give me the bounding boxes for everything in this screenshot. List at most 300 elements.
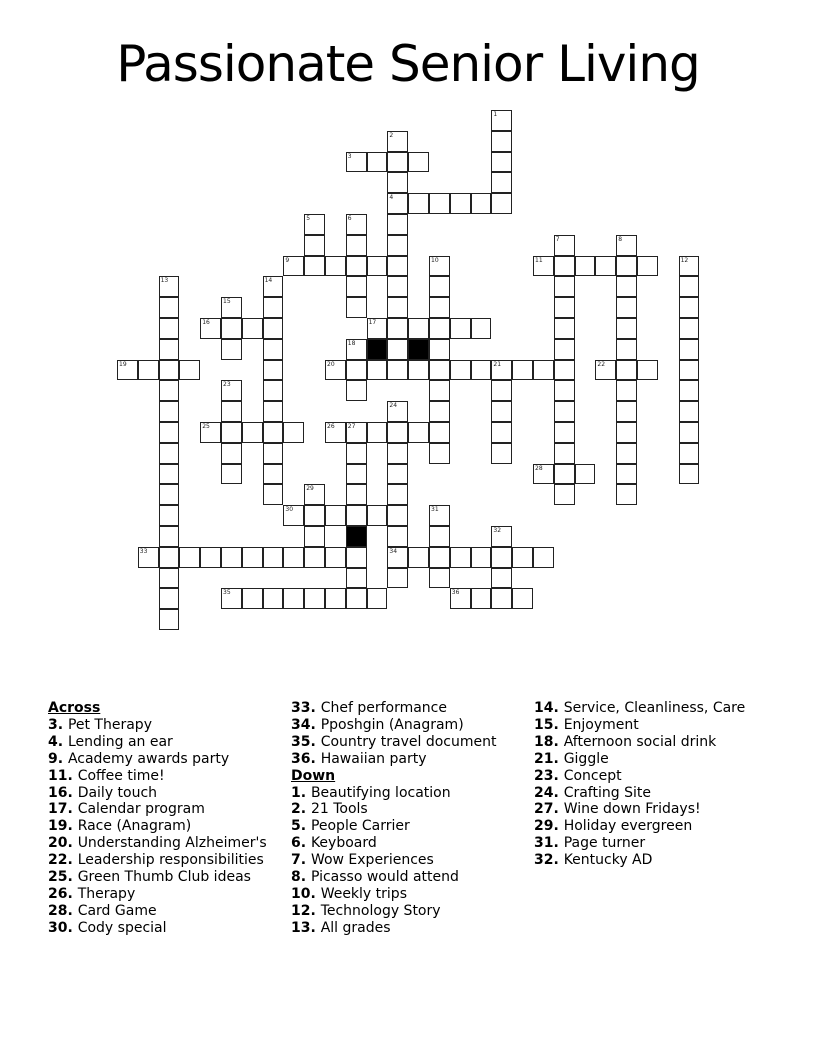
grid-cell[interactable] [429, 318, 450, 339]
clue-number: 17 [368, 319, 377, 326]
grid-cell[interactable] [304, 588, 325, 609]
clue-number-label: 17. [48, 801, 78, 818]
clue-number: 5 [306, 215, 311, 222]
grid-cell[interactable] [616, 235, 637, 256]
grid-cell[interactable] [346, 464, 367, 485]
grid-cell[interactable] [263, 297, 284, 318]
grid-cell[interactable] [679, 360, 700, 381]
clue-number: 23 [223, 381, 231, 389]
grid-cell[interactable] [367, 360, 388, 381]
grid-cell[interactable] [346, 380, 367, 401]
clue-text: Coffee time! [77, 767, 165, 784]
clue-number-label: 16. [48, 784, 78, 801]
grid-cell[interactable] [554, 464, 575, 485]
grid-cell[interactable] [387, 193, 408, 214]
grid-cell[interactable] [429, 193, 450, 214]
grid-cell[interactable] [387, 297, 408, 318]
grid-cell[interactable] [616, 422, 637, 443]
clue-text: Weekly trips [320, 885, 407, 902]
grid-cell[interactable] [387, 318, 408, 339]
grid-cell[interactable] [346, 443, 367, 464]
grid-cell[interactable] [159, 380, 180, 401]
grid-cell[interactable] [595, 256, 616, 277]
grid-cell[interactable] [471, 588, 492, 609]
grid-cell[interactable] [679, 422, 700, 443]
clue-number: 9 [285, 256, 290, 264]
clue-text: Holiday evergreen [563, 818, 693, 835]
grid-cell[interactable] [304, 256, 325, 277]
grid-cell[interactable] [159, 422, 180, 443]
grid-cell[interactable] [679, 297, 700, 318]
grid-cell[interactable] [159, 568, 180, 589]
grid-cell[interactable] [263, 401, 284, 422]
grid-cell[interactable] [242, 422, 263, 443]
grid-cell[interactable] [221, 318, 242, 339]
grid-cell[interactable] [367, 588, 388, 609]
clue-number-label: 6. [291, 835, 311, 852]
grid-cell[interactable] [554, 339, 575, 360]
grid-cell[interactable] [283, 256, 304, 277]
clue-number-label: 18. [534, 733, 564, 750]
grid-cell[interactable] [325, 360, 346, 381]
clue-text: Calendar program [77, 801, 205, 818]
grid-cell[interactable] [637, 360, 658, 381]
clue-item [534, 835, 745, 852]
clue-text: Race (Anagram) [77, 818, 192, 835]
clue-number: 13 [160, 277, 169, 285]
grid-cell[interactable] [159, 401, 180, 422]
clue-number: 19 [119, 360, 127, 368]
grid-cell[interactable] [471, 360, 492, 381]
clue-number-label: 26. [48, 885, 78, 902]
clue-text: Beautifying location [310, 784, 451, 801]
grid-cell[interactable] [221, 401, 242, 422]
clue-number-label: 27. [534, 801, 564, 818]
grid-cell[interactable] [387, 505, 408, 526]
grid-cell[interactable] [429, 339, 450, 360]
grid-cell[interactable] [429, 547, 450, 568]
grid-cell[interactable] [429, 401, 450, 422]
grid-cell[interactable] [283, 422, 304, 443]
grid-cell[interactable] [367, 152, 388, 173]
grid-cell[interactable] [554, 235, 575, 256]
grid-cell[interactable] [450, 360, 471, 381]
clue-text: Afternoon social drink [563, 733, 717, 750]
grid-cell[interactable] [429, 526, 450, 547]
grid-cell[interactable] [138, 547, 159, 568]
grid-cell[interactable] [679, 401, 700, 422]
grid-cell[interactable] [387, 339, 408, 360]
grid-cell[interactable] [554, 380, 575, 401]
grid-cell[interactable] [450, 193, 471, 214]
grid-cell[interactable] [491, 443, 512, 464]
grid-cell[interactable] [554, 422, 575, 443]
grid-cell[interactable] [346, 276, 367, 297]
grid-cell[interactable] [595, 360, 616, 381]
clue-number: 21 [493, 360, 502, 368]
grid-cell[interactable] [637, 256, 658, 277]
grid-cell[interactable] [491, 360, 512, 381]
grid-cell[interactable] [200, 547, 221, 568]
clue-item [534, 768, 745, 785]
grid-cell[interactable] [679, 339, 700, 360]
grid-cell[interactable] [429, 443, 450, 464]
grid-cell[interactable] [491, 131, 512, 152]
grid-cell[interactable] [242, 547, 263, 568]
clue-text: Service, Cleanliness, Care [563, 700, 746, 716]
clue-item [291, 903, 496, 920]
clue-text: Chef performance [320, 700, 447, 716]
clue-number-label: 24. [534, 784, 564, 801]
clue-number: 20 [327, 360, 335, 368]
grid-cell[interactable] [304, 505, 325, 526]
grid-cell[interactable] [429, 568, 450, 589]
grid-cell[interactable] [159, 339, 180, 360]
grid-cell[interactable] [387, 214, 408, 235]
grid-cell[interactable] [325, 256, 346, 277]
grid-cell[interactable] [387, 568, 408, 589]
grid-cell[interactable] [346, 256, 367, 277]
grid-cell[interactable] [387, 360, 408, 381]
grid-cell[interactable] [221, 297, 242, 318]
grid-cell[interactable] [575, 256, 596, 277]
clue-number: 3 [347, 152, 352, 160]
grid-cell[interactable] [616, 297, 637, 318]
grid-cell[interactable] [679, 276, 700, 297]
grid-cell[interactable] [242, 588, 263, 609]
grid-cell[interactable] [387, 422, 408, 443]
clue-item [48, 785, 267, 802]
clue-number: 28 [535, 464, 543, 472]
grid-cell[interactable] [179, 360, 200, 381]
grid-cell[interactable] [283, 547, 304, 568]
grid-cell[interactable] [616, 484, 637, 505]
clue-number-label: 14. [534, 700, 564, 716]
clue-number: 24 [389, 402, 398, 410]
grid-cell[interactable] [221, 588, 242, 609]
grid-cell[interactable] [387, 547, 408, 568]
clues-column-1 [48, 700, 267, 937]
clue-number-label: 19. [48, 818, 78, 835]
grid-cell[interactable] [429, 422, 450, 443]
clue-item [48, 920, 267, 937]
grid-cell[interactable] [408, 547, 429, 568]
grid-cell[interactable] [387, 401, 408, 422]
grid-cell[interactable] [616, 464, 637, 485]
grid-cell[interactable] [471, 193, 492, 214]
clue-item [291, 852, 496, 869]
clue-item [534, 700, 745, 717]
grid-cell[interactable] [367, 318, 388, 339]
grid-cell[interactable] [408, 422, 429, 443]
grid-cell[interactable] [346, 214, 367, 235]
grid-cell[interactable] [263, 588, 284, 609]
grid-cell[interactable] [263, 464, 284, 485]
clue-number-label: 33. [291, 700, 321, 716]
grid-cell[interactable] [263, 360, 284, 381]
grid-cell[interactable] [387, 131, 408, 152]
grid-cell[interactable] [159, 505, 180, 526]
grid-cell[interactable] [616, 380, 637, 401]
clue-text: Green Thumb Club ideas [77, 869, 251, 886]
clue-item [291, 886, 496, 903]
clue-number-label: 1. [291, 784, 311, 801]
grid-cell[interactable] [387, 526, 408, 547]
grid-cell[interactable] [346, 422, 367, 443]
clue-number-label: 29. [534, 818, 564, 835]
grid-cell[interactable] [159, 526, 180, 547]
grid-cell[interactable] [471, 547, 492, 568]
clue-text: Picasso would attend [310, 869, 459, 886]
grid-cell[interactable] [367, 505, 388, 526]
grid-cell[interactable] [367, 422, 388, 443]
grid-cell[interactable] [200, 422, 221, 443]
grid-cell[interactable] [325, 547, 346, 568]
grid-cell[interactable] [450, 318, 471, 339]
clues-column-2 [291, 700, 496, 937]
clue-item [534, 785, 745, 802]
grid-cell[interactable] [491, 110, 512, 131]
clue-number-label: 20. [48, 835, 78, 852]
grid-cell[interactable] [346, 360, 367, 381]
clue-item [48, 886, 267, 903]
grid-cell[interactable] [616, 443, 637, 464]
clue-number-label: 21. [534, 750, 564, 767]
grid-cell[interactable] [408, 360, 429, 381]
grid-cell[interactable] [616, 360, 637, 381]
grid-cell[interactable] [263, 443, 284, 464]
grid-cell[interactable] [554, 484, 575, 505]
grid-cell[interactable] [491, 152, 512, 173]
grid-cell[interactable] [387, 443, 408, 464]
clue-text: Hawaiian party [320, 750, 427, 767]
grid-cell[interactable] [554, 443, 575, 464]
grid-cell[interactable] [367, 256, 388, 277]
grid-cell[interactable] [679, 318, 700, 339]
grid-cell[interactable] [429, 276, 450, 297]
grid-cell[interactable] [512, 360, 533, 381]
clue-number-label: 15. [534, 716, 564, 733]
grid-cell[interactable] [554, 256, 575, 277]
grid-cell[interactable] [491, 193, 512, 214]
grid-cell[interactable] [533, 547, 554, 568]
clue-text: Leadership responsibilities [77, 852, 264, 869]
grid-cell[interactable] [221, 380, 242, 401]
grid-cell[interactable] [616, 401, 637, 422]
grid-cell[interactable] [408, 318, 429, 339]
clue-text: All grades [320, 919, 391, 936]
grid-cell[interactable] [263, 484, 284, 505]
grid-cell[interactable] [491, 401, 512, 422]
grid-cell[interactable] [304, 526, 325, 547]
clue-text: Concept [563, 767, 622, 784]
grid-cell[interactable] [304, 235, 325, 256]
grid-cell[interactable] [387, 484, 408, 505]
clue-number-label: 12. [291, 902, 321, 919]
clue-number: 26 [327, 423, 335, 430]
grid-cell[interactable] [429, 297, 450, 318]
grid-cell[interactable] [679, 380, 700, 401]
grid-cell[interactable] [450, 547, 471, 568]
clue-number: 32 [493, 527, 502, 534]
grid-cell[interactable] [346, 588, 367, 609]
grid-cell[interactable] [387, 235, 408, 256]
clue-number-label: 35. [291, 733, 321, 750]
grid-cell[interactable] [325, 588, 346, 609]
grid-cell[interactable] [491, 568, 512, 589]
clue-item [48, 717, 267, 734]
grid-cell[interactable] [346, 505, 367, 526]
grid-cell[interactable] [387, 172, 408, 193]
grid-cell[interactable] [221, 547, 242, 568]
clue-item [291, 717, 496, 734]
grid-cell[interactable] [491, 172, 512, 193]
grid-cell[interactable] [283, 505, 304, 526]
grid-cell[interactable] [387, 276, 408, 297]
clue-number: 34 [389, 547, 398, 555]
grid-cell[interactable] [263, 422, 284, 443]
grid-cell[interactable] [408, 152, 429, 173]
clue-item [534, 751, 745, 768]
grid-cell[interactable] [387, 152, 408, 173]
clue-text: Pet Therapy [67, 716, 152, 733]
grid-cell[interactable] [616, 256, 637, 277]
grid-cell[interactable] [221, 339, 242, 360]
clue-number: 7 [555, 235, 560, 243]
grid-cell[interactable] [346, 235, 367, 256]
clue-number: 14 [264, 277, 273, 285]
clue-item [534, 818, 745, 835]
grid-cell[interactable] [304, 484, 325, 505]
grid-cell[interactable] [533, 360, 554, 381]
grid-cell[interactable] [242, 318, 263, 339]
grid-cell[interactable] [491, 526, 512, 547]
grid-cell[interactable] [159, 464, 180, 485]
grid-cell[interactable] [346, 484, 367, 505]
grid-cell[interactable] [325, 505, 346, 526]
clue-item [534, 734, 745, 751]
grid-cell[interactable] [471, 318, 492, 339]
grid-cell[interactable] [554, 276, 575, 297]
grid-cell[interactable] [221, 464, 242, 485]
clue-item [48, 768, 267, 785]
clue-number-label: 32. [534, 852, 564, 869]
grid-cell[interactable] [304, 214, 325, 235]
grid-cell[interactable] [387, 464, 408, 485]
grid-cell[interactable] [491, 547, 512, 568]
grid-cell[interactable] [533, 256, 554, 277]
grid-cell[interactable] [263, 547, 284, 568]
grid-cell[interactable] [512, 588, 533, 609]
clue-number-label: 34. [291, 716, 321, 733]
grid-cell[interactable] [512, 547, 533, 568]
clue-number: 10 [431, 256, 439, 264]
clue-number: 16 [202, 319, 210, 326]
grid-cell[interactable] [304, 547, 325, 568]
clue-number: 35 [223, 589, 231, 597]
grid-cell[interactable] [283, 588, 304, 609]
grid-cell[interactable] [159, 588, 180, 609]
grid-cell[interactable] [679, 443, 700, 464]
grid-cell[interactable] [221, 443, 242, 464]
grid-cell[interactable] [491, 422, 512, 443]
clue-item [291, 734, 496, 751]
clue-section-heading: Down [291, 767, 336, 784]
grid-cell[interactable] [429, 505, 450, 526]
grid-cell[interactable] [554, 297, 575, 318]
grid-cell[interactable] [429, 380, 450, 401]
clue-number-label: 28. [48, 902, 78, 919]
grid-cell[interactable] [346, 297, 367, 318]
grid-cell[interactable] [159, 276, 180, 297]
clue-text: Crafting Site [563, 784, 651, 801]
grid-cell[interactable] [159, 360, 180, 381]
grid-cell[interactable] [159, 484, 180, 505]
grid-cell[interactable] [491, 380, 512, 401]
clue-item [291, 920, 496, 937]
grid-cell[interactable] [138, 360, 159, 381]
grid-cell[interactable] [159, 443, 180, 464]
grid-cell[interactable] [263, 276, 284, 297]
grid-cell[interactable] [679, 256, 700, 277]
grid-cell[interactable] [575, 464, 596, 485]
clue-item [534, 717, 745, 734]
clue-item [48, 801, 267, 818]
grid-cell[interactable] [554, 318, 575, 339]
grid-cell[interactable] [491, 588, 512, 609]
clue-text: Lending an ear [67, 733, 173, 750]
grid-cell[interactable] [387, 256, 408, 277]
grid-cell[interactable] [200, 318, 221, 339]
clue-text: Wine down Fridays! [563, 801, 701, 818]
clue-item [48, 818, 267, 835]
grid-cell[interactable] [159, 547, 180, 568]
grid-cell[interactable] [616, 318, 637, 339]
clue-number: 12 [680, 256, 689, 264]
grid-cell[interactable] [263, 318, 284, 339]
clue-item [291, 700, 496, 717]
grid-cell[interactable] [179, 547, 200, 568]
grid-cell[interactable] [429, 360, 450, 381]
grid-cell[interactable] [263, 380, 284, 401]
grid-cell[interactable] [221, 422, 242, 443]
grid-cell[interactable] [616, 276, 637, 297]
clue-number: 27 [347, 423, 356, 430]
grid-cell[interactable] [346, 339, 367, 360]
grid-cell[interactable] [117, 360, 138, 381]
grid-cell[interactable] [159, 318, 180, 339]
clue-number: 2 [389, 131, 394, 139]
grid-cell[interactable] [679, 464, 700, 485]
clue-number-label: 4. [48, 733, 68, 750]
grid-cell[interactable] [408, 193, 429, 214]
grid-cell[interactable] [263, 339, 284, 360]
grid-cell[interactable] [346, 547, 367, 568]
grid-cell[interactable] [533, 464, 554, 485]
clue-text: Wow Experiences [310, 852, 434, 869]
black-cell [346, 526, 367, 547]
grid-cell[interactable] [159, 297, 180, 318]
grid-cell[interactable] [159, 609, 180, 630]
grid-cell[interactable] [429, 256, 450, 277]
grid-cell[interactable] [346, 568, 367, 589]
grid-cell[interactable] [554, 360, 575, 381]
grid-cell[interactable] [616, 339, 637, 360]
grid-cell[interactable] [450, 588, 471, 609]
grid-cell[interactable] [325, 422, 346, 443]
grid-cell[interactable] [554, 401, 575, 422]
grid-cell[interactable] [346, 152, 367, 173]
